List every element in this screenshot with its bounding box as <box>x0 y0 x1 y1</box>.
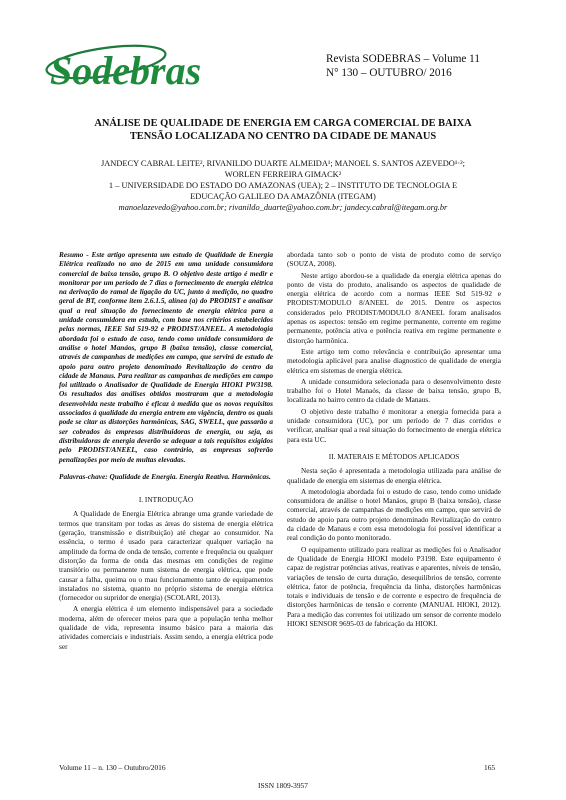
author-emails: manoelazevedo@yahoo.com.br; rivanildo_duarte@yahoo.com.br; jandecy.cabral@itegam.org.br <box>118 203 448 212</box>
paragraph: Este artigo tem como relevância e contribuição apresentar uma metodologia aplicável para analise diagnostico de qualidade de energia elétrica em sistemas de energia elétrica. <box>287 346 501 375</box>
section-heading-methods: II. MATERAIS E MÉTODOS APLICADOS <box>328 451 460 461</box>
paragraph: O objetivo deste trabalho é monitorar a energia fornecida para a unidade consumidora (UC), por um período de 7 dias corridos e verificar, analisar qual a real situação do fornecimento de energia elétrica para esta UC. <box>287 406 501 444</box>
sodebras-logo <box>44 40 234 98</box>
paragraph: abordada tanto sob o ponto de vista de produto como de serviço (SOUZA, 2008). <box>287 250 501 269</box>
page-number: 165 <box>484 763 496 772</box>
paragraph: O equipamento utilizado para realizar as medições foi o Analisador de Qualidade de Energia HIOKI modelo P3198. Este equipamento é capaz de registrar potências ativas, reativas e aparentes, níveis de tensão, variações de tensão de curta duração, desequilíbrios de tensão, corrente elétrica, fator de potência, frequência da linha, distorções harmônicas totais e individuais de tensão e de corrente e espectro de frequência de distorções harmônicas de tensão e corrente (MANUAL HIOKI, 2012). Para a medição das correntes foi utilizado um sensor de corrente modelo HIOKI SENSOR 9695-03 de fabricação da HIOKI. <box>287 544 501 628</box>
logo-text: Sodebras <box>50 48 202 93</box>
journal-volume: Revista SODEBRAS – Volume 11 <box>326 53 480 65</box>
journal-info <box>326 52 480 80</box>
right-column <box>287 250 501 630</box>
section-heading-introduction: I. INTRODUÇÃO <box>138 495 194 505</box>
paragraph: Nesta seção é apresentada a metodologia utilizada para análise de qualidade de energia em sistemas de energia elétrica. <box>287 466 501 485</box>
author-block <box>30 158 536 213</box>
title-line-2: TENSÃO LOCALIZADA NO CENTRO DA CIDADE DE MANAUS <box>129 131 437 142</box>
paragraph: Neste artigo abordou-se a qualidade da energia elétrica apenas do ponto de vista do produto, analisando os aspectos de qualidade de energia elétrica de acordo com a normas IEEE Std 519-92 e PRODIST/MODULO 8/ANEEL de 2015. Dentre os aspectos considerados pelo PRODIST/MODULO 8/ANEEL foram analisados apenas os aspectos: tensão em regime permanente, corrente em regime permanente, potência ativa e potência reativa em regime permanente e distorção harmônica. <box>287 270 501 345</box>
footer-volume: Volume 11 – n. 130 – Outubro/2016 <box>59 763 166 772</box>
article-title <box>30 117 536 143</box>
journal-issue: N° 130 – OUTUBRO/ 2016 <box>326 67 452 79</box>
paragraph: A Qualidade de Energia Elétrica abrange uma grande variedade de termos que transitam por todas as áreas do sistema de energia elétrica (geração, transmissão e distribuição) até chegar ao consumidor. Na essência, o termo é usado para caracterizar qualquer variação na amplitude da forma de onda de tensão, corrente e frequência ou qualquer distorção da forma de onda das mesmas em condições de regime transitório ou permanente num sistema de energia elétrica, que pode causar a falha, queima ou o mau funcionamento tanto de equipamentos instalados no sistema, quanto no próprio sistema de energia elétrica (fornecedor ou supridor de energia) (SCOLARI, 2013). <box>59 509 273 603</box>
left-column <box>59 250 273 653</box>
paragraph: A metodologia abordada foi o estudo de caso, tendo como unidade consumidora de análise o hotel Manáos, grupo B (baixa tensão), classe comercial, através de campanhas de medições em campo, que servirá de estudo de apoio para outro projeto denominado Revitalização do centro da cidade de Manaus e com essa metodologia foi possível identificar a real condição do ponto monitorado. <box>287 486 501 543</box>
title-line-1: ANÁLISE DE QUALIDADE DE ENERGIA EM CARGA COMERCIAL DE BAIXA <box>94 118 472 129</box>
affiliation-line-1: 1 – UNIVERSIDADE DO ESTADO DO AMAZONAS (UEA); 2 – INSTITUTO DE TECNOLOGIA E <box>108 181 458 190</box>
abstract: Resumo - Este artigo apresenta um estudo de Qualidade de Energia Elétrica realizado no ano de 2015 em uma unidade consumidora comercial de baixa tensão, grupo B. O objetivo deste artigo é medir e monitorar por um período de 7 dias o fornecimento de energia elétrica na derivação do ramal de ligação da UC, junto à medição, no quadro geral de BT, conforme item 2.6.1.5, alínea (a) do PRODIST e analisar qual a real situação do fornecimento de energia elétrica para a unidade consumidora em estudo, com base nos critérios estabelecidos pelas normas, IEEE Std 519-92 e PRODIST/ANEEL. A metodologia abordada foi o estudo de caso, tendo como unidade consumidora de análise o hotel Manáos, grupo B (baixa tensão), classe comercial, através de campanhas de medições em campo, que servirá de estudo de apoio para outro projeto denominado Revitalização do centro da cidade de Manaus. Para realizar as campanhas de medições em campo foi utilizado o Analisador de Qualidade de Energia HIOKI PW3198. Os resultados das análises obtidos mostraram que a metodologia desenvolvida neste trabalho é eficaz à medida que os novos requisitos associados à qualidade da energia entrem em vigência, dentro os quais pode se citar as distorções harmônicas, SAG, SWELL, que passarão a ser cobrados às empresas distribuidoras de energia, ou seja, as distribuidoras de energia deverão se adequar a tais requisitos exigidos pelo PRODIST/ANEEL, caso contrário, as empresas sofrerão penalizações por meio de multas elevadas. <box>59 250 273 464</box>
paragraph: A unidade consumidora selecionada para o desenvolvimento deste trabalho foi o Hotel Manaós, da classe de baixa tensão, grupo B, localizada no bairro centro da cidade de Manaus. <box>287 376 501 405</box>
keywords: Palavras-chave: Qualidade de Energia. Energia Reativa. Harmônicas. <box>59 471 271 481</box>
authors-line-2: WORLEN FERREIRA GIMACK² <box>224 170 342 179</box>
paragraph: A energia elétrica é um elemento indispensável para a sociedade moderna, além de oferecer meios para que a população tenha melhor qualidade de vida, representa insumo básico para a maioria das atividades comerciais e industriais. Assim sendo, a energia elétrica pode ser <box>59 604 273 651</box>
authors-line-1: JANDECY CABRAL LEITE², RIVANILDO DUARTE ALMEIDA¹; MANOEL S. SANTOS AZEVEDO¹·²; <box>101 159 465 168</box>
footer-issn: ISSN 1809-3957 <box>258 781 308 790</box>
affiliation-line-2: EDUCAÇÃO GALILEO DA AMAZÔNIA (ITEGAM) <box>190 192 376 201</box>
